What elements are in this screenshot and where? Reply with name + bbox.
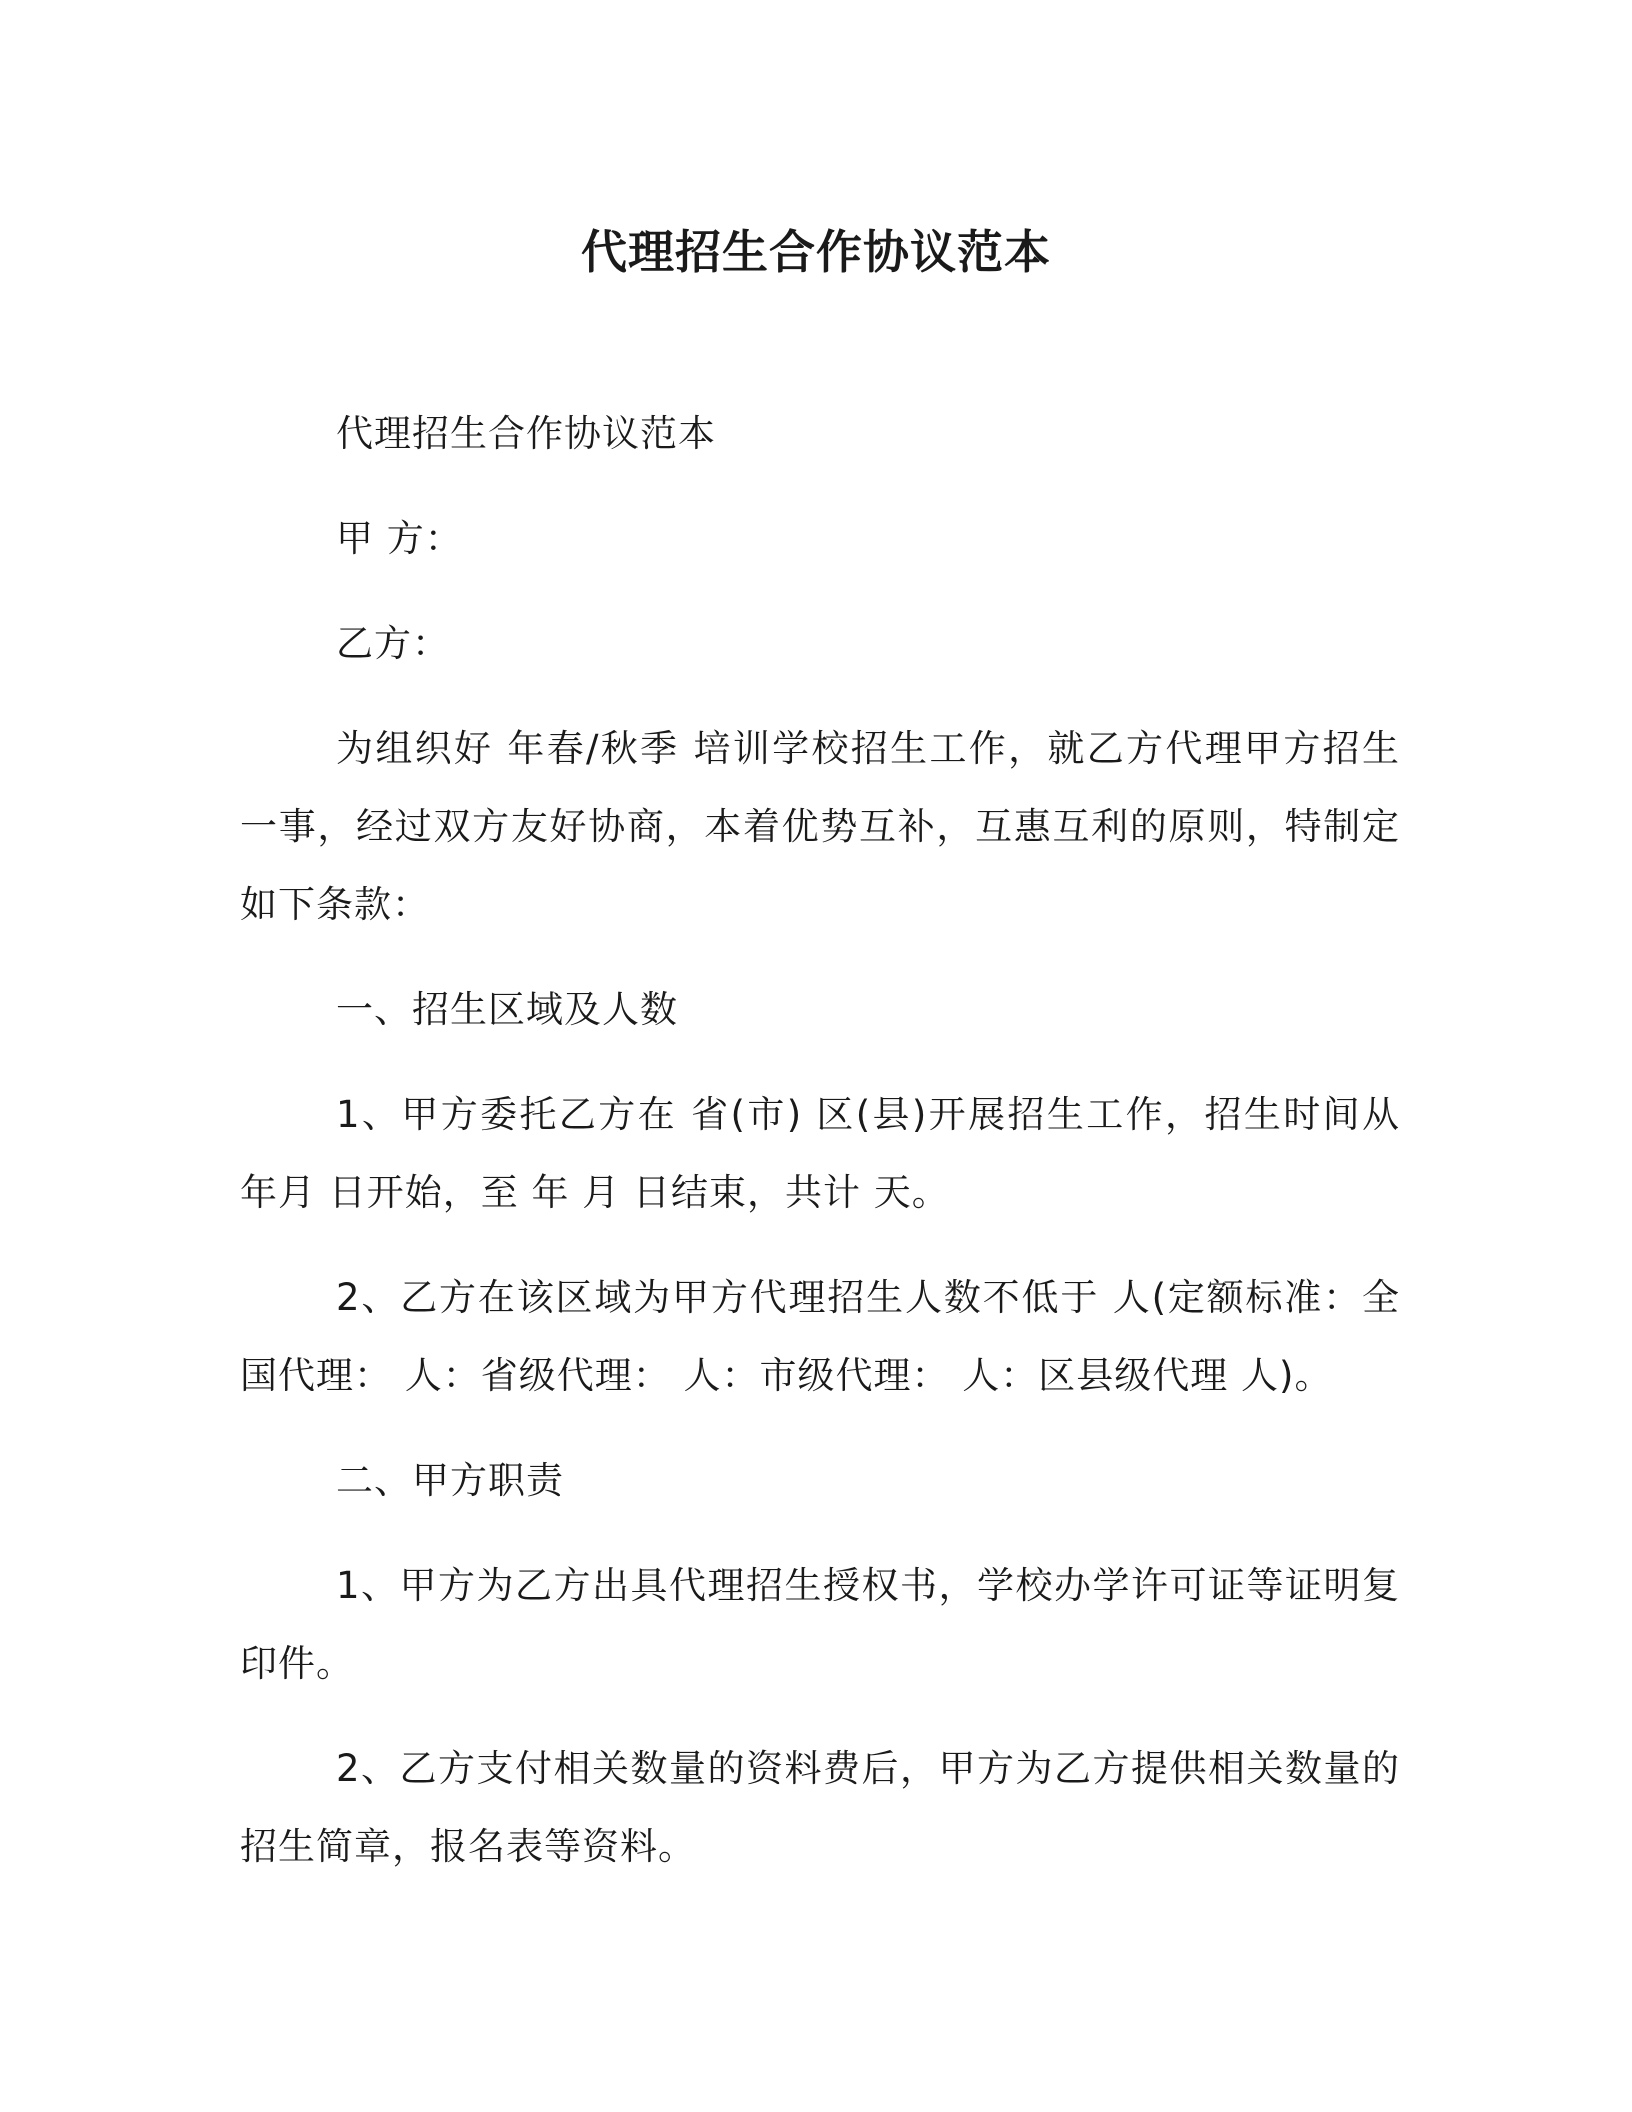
- paragraph-preamble: 为组织好 年春/秋季 培训学校招生工作，就乙方代理甲方招生一事，经过双方友好协商，本着优势互补，互惠互利的原则，特制定如下条款：: [240, 727, 1400, 926]
- clause-2-1: 1、甲方为乙方出具代理招生授权书，学校办学许可证等证明复印件。: [240, 1564, 1400, 1685]
- paragraph-subtitle: 代理招生合作协议范本: [336, 412, 716, 455]
- clause-1-2: 2、乙方在该区域为甲方代理招生人数不低于 人(定额标准：全国代理： 人：省级代理： 人：市级代理： 人：区县级代理 人)。: [240, 1276, 1400, 1397]
- clause-1-1: 1、甲方委托乙方在 省(市) 区(县)开展招生工作，招生时间从 年月 日开始，至 年 月 日结束，共计 天。: [240, 1093, 1413, 1214]
- section-heading-1: 一、招生区域及人数: [336, 988, 678, 1031]
- paragraph-party-a: 甲 方：: [336, 517, 463, 560]
- clause-2-2: 2、乙方支付相关数量的资料费后，甲方为乙方提供相关数量的招生简章，报名表等资料。: [240, 1747, 1400, 1868]
- document-title: 代理招生合作协议范本: [581, 225, 1051, 279]
- section-heading-2: 二、甲方职责: [336, 1459, 564, 1502]
- paragraph-party-b: 乙方：: [336, 622, 450, 665]
- document-body: [240, 395, 1413, 1913]
